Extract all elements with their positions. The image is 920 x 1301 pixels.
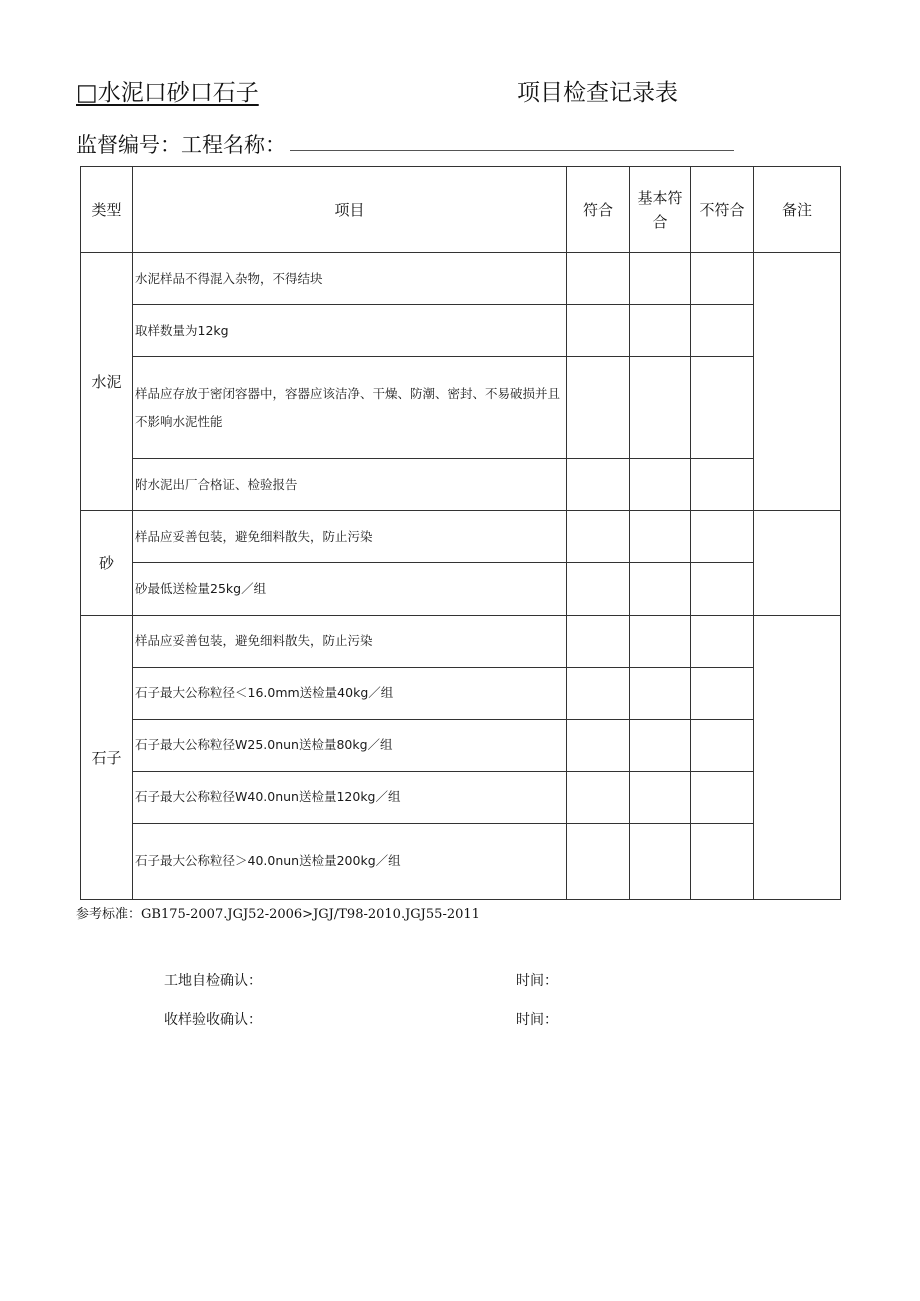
time-label-self-check: 时间： [516, 973, 558, 989]
table-row [81, 823, 841, 899]
item-cell: 砂最低送检量25kg／组 [133, 563, 567, 615]
nonconform-cell[interactable] [691, 357, 754, 459]
nonconform-cell[interactable] [691, 771, 754, 823]
basic-conform-cell[interactable] [630, 667, 691, 719]
table-row [81, 253, 841, 305]
conform-cell[interactable] [567, 771, 630, 823]
nonconform-cell[interactable] [691, 459, 754, 511]
nonconform-cell[interactable] [691, 667, 754, 719]
conform-cell[interactable] [567, 511, 630, 563]
basic-conform-cell[interactable] [630, 823, 691, 899]
col-header-item: 项目 [133, 167, 567, 253]
nonconform-cell[interactable] [691, 719, 754, 771]
table-row [81, 511, 841, 563]
basic-conform-cell[interactable] [630, 357, 691, 459]
table-row [81, 719, 841, 771]
conform-cell[interactable] [567, 667, 630, 719]
item-cell: 水泥样品不得混入杂物，不得结块 [133, 253, 567, 305]
conform-cell[interactable] [567, 823, 630, 899]
remarks-cell-cement[interactable] [754, 253, 841, 511]
basic-conform-cell[interactable] [630, 305, 691, 357]
nonconform-cell[interactable] [691, 305, 754, 357]
remarks-cell-gravel[interactable] [754, 615, 841, 899]
item-cell: 石子最大公称粒径＞40.0nun送检量200kg／组 [133, 823, 567, 899]
conform-cell[interactable] [567, 305, 630, 357]
nonconform-cell[interactable] [691, 511, 754, 563]
col-header-basic-conform: 基本符合 [630, 167, 691, 253]
basic-conform-cell[interactable] [630, 253, 691, 305]
conform-cell[interactable] [567, 459, 630, 511]
remarks-cell-sand[interactable] [754, 511, 841, 615]
table-row [81, 459, 841, 511]
col-header-nonconform: 不符合 [691, 167, 754, 253]
inspection-table [80, 166, 841, 900]
type-cell-cement: 水泥 [81, 253, 133, 511]
item-cell: 样品应妥善包装，避免细料散失，防止污染 [133, 511, 567, 563]
item-cell: 样品应妥善包装，避免细料散失，防止污染 [133, 615, 567, 667]
basic-conform-cell[interactable] [630, 511, 691, 563]
conform-cell[interactable] [567, 253, 630, 305]
table-row [81, 357, 841, 459]
basic-conform-cell[interactable] [630, 459, 691, 511]
table-header-row [81, 167, 841, 253]
site-self-check-label: 工地自检确认： [164, 973, 262, 989]
basic-conform-cell[interactable] [630, 719, 691, 771]
table-row [81, 667, 841, 719]
nonconform-cell[interactable] [691, 563, 754, 615]
conform-cell[interactable] [567, 563, 630, 615]
project-name-fill-line [290, 150, 734, 151]
item-cell: 附水泥出厂合格证、检验报告 [133, 459, 567, 511]
table-row [81, 615, 841, 667]
basic-conform-cell[interactable] [630, 615, 691, 667]
table-row [81, 563, 841, 615]
item-cell: 石子最大公称粒径W25.0nun送检量80kg／组 [133, 719, 567, 771]
col-header-conform: 符合 [567, 167, 630, 253]
item-cell: 取样数量为12kg [133, 305, 567, 357]
col-header-remarks: 备注 [754, 167, 841, 253]
col-header-type: 类型 [81, 167, 133, 253]
reference-standards: 参考标准：GB175-2007.JGJ52-2006>JGJ/T98-2010.JGJ55-2011 [76, 907, 480, 922]
basic-conform-cell[interactable] [630, 771, 691, 823]
basic-conform-cell[interactable] [630, 563, 691, 615]
item-cell: 石子最大公称粒径＜16.0mm送检量40kg／组 [133, 667, 567, 719]
nonconform-cell[interactable] [691, 823, 754, 899]
table-row [81, 305, 841, 357]
form-title: 项目检查记录表 [517, 80, 678, 106]
nonconform-cell[interactable] [691, 615, 754, 667]
table-row [81, 771, 841, 823]
conform-cell[interactable] [567, 615, 630, 667]
item-cell: 样品应存放于密闭容器中，容器应该洁净、干燥、防潮、密封、不易破损并且不影响水泥性能 [133, 357, 567, 459]
item-cell: 石子最大公称粒径W40.0nun送检量120kg／组 [133, 771, 567, 823]
sample-receipt-label: 收样验收确认： [164, 1012, 262, 1028]
conform-cell[interactable] [567, 719, 630, 771]
nonconform-cell[interactable] [691, 253, 754, 305]
time-label-receipt: 时间： [516, 1012, 558, 1028]
supervision-project-label: 监督编号：工程名称： [76, 133, 286, 157]
conform-cell[interactable] [567, 357, 630, 459]
type-cell-gravel: 石子 [81, 615, 133, 899]
form-title-material-checkboxes: □水泥口砂口石子 [76, 80, 259, 106]
type-cell-sand: 砂 [81, 511, 133, 615]
